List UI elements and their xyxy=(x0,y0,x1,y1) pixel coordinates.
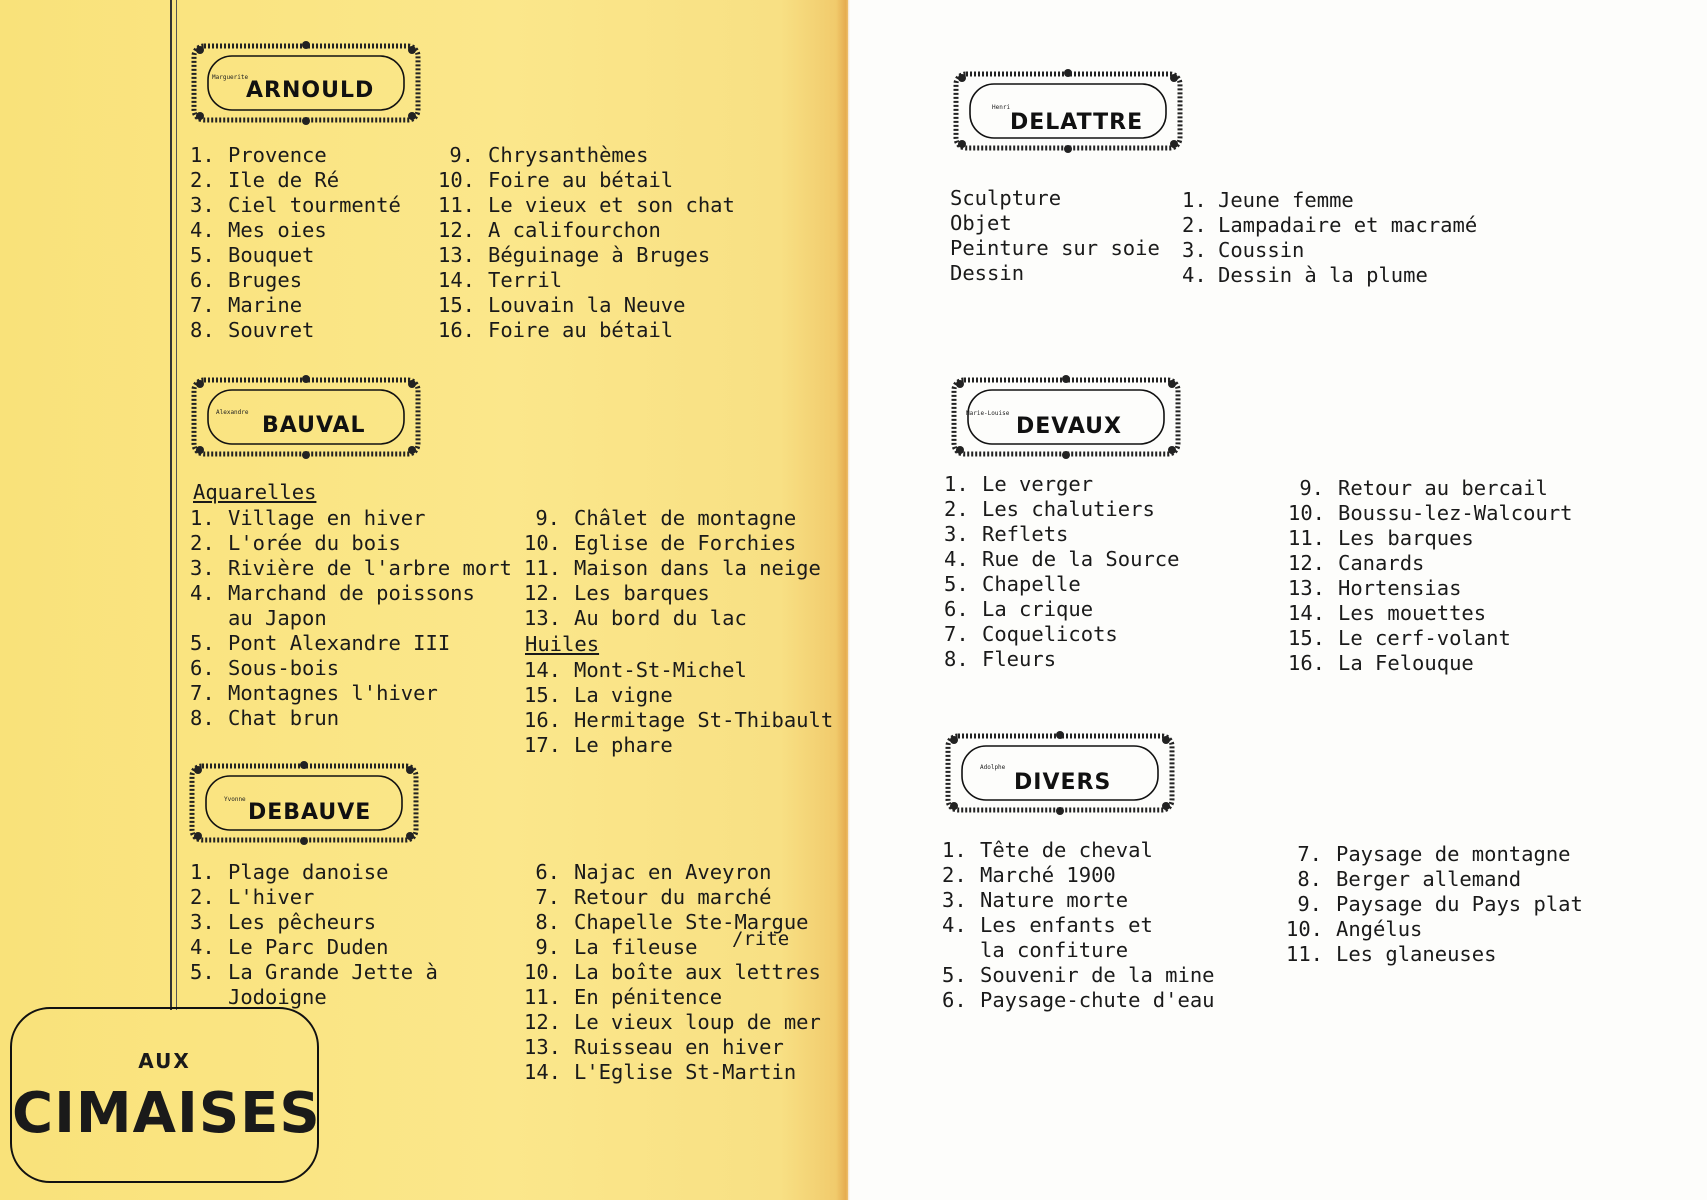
item-title: Chat brun xyxy=(228,706,340,730)
item-title: Ruisseau en hiver xyxy=(574,1035,784,1059)
item-number: 9. xyxy=(1297,892,1322,916)
item-number: 3. xyxy=(942,888,967,912)
list-item xyxy=(190,243,314,268)
artist-first-name: Yvonne xyxy=(224,796,246,803)
item-number: 15. xyxy=(1288,626,1326,650)
item-title: Maison dans la neige xyxy=(574,556,821,580)
item-title: Nature morte xyxy=(980,888,1129,912)
list-item xyxy=(1288,501,1573,526)
list-item xyxy=(524,708,833,733)
item-number: 10. xyxy=(1286,917,1324,941)
nameplate-debauve xyxy=(188,760,420,846)
list-item xyxy=(524,531,796,556)
item-title: Marchand de poissons xyxy=(228,581,475,605)
item-title: La fileuse xyxy=(574,935,698,959)
item-title: L'hiver xyxy=(228,885,315,909)
item-title: Plage danoise xyxy=(228,860,389,884)
item-number: 16. xyxy=(1288,651,1326,675)
item-title: En pénitence xyxy=(574,985,723,1009)
item-number: 7. xyxy=(535,885,560,909)
list-item xyxy=(190,681,438,706)
item-number: 12. xyxy=(438,218,476,242)
item-number: 11. xyxy=(1288,526,1326,550)
list-item xyxy=(190,656,339,681)
category-label: Peinture sur soie xyxy=(950,236,1160,260)
item-number: 12. xyxy=(524,1010,562,1034)
item-title: Les chalutiers xyxy=(982,497,1155,521)
item-number: 13. xyxy=(524,606,562,630)
list-item xyxy=(190,556,512,581)
item-number: 17. xyxy=(524,733,562,757)
list-item xyxy=(524,733,673,758)
list-item xyxy=(1288,551,1424,576)
item-number: 3. xyxy=(190,556,215,580)
nameplate-arnould xyxy=(190,40,422,126)
item-number: 8. xyxy=(190,706,215,730)
list-item xyxy=(438,268,562,293)
item-number: 13. xyxy=(438,243,476,267)
margin-rule-inner xyxy=(176,0,177,1010)
list-item xyxy=(524,581,710,606)
list-item xyxy=(438,143,648,168)
item-title: Souvenir de la mine xyxy=(980,963,1215,987)
list-item xyxy=(944,472,1093,497)
item-title: Chapelle Ste-Margue xyxy=(574,910,809,934)
list-item xyxy=(944,647,1056,672)
item-title: L'Eglise St-Martin xyxy=(574,1060,797,1084)
item-title: Les barques xyxy=(1338,526,1474,550)
item-number: 3. xyxy=(944,522,969,546)
list-item xyxy=(438,243,710,268)
list-item xyxy=(1286,942,1496,967)
item-title: A califourchon xyxy=(488,218,661,242)
item-title: Provence xyxy=(228,143,327,167)
list-item xyxy=(1286,917,1422,942)
list-item xyxy=(190,218,327,243)
category-label: Dessin xyxy=(950,261,1025,285)
list-item xyxy=(942,938,1128,963)
item-title: Les glaneuses xyxy=(1336,942,1497,966)
item-title: Foire au bétail xyxy=(488,168,674,192)
item-number: 6. xyxy=(190,268,215,292)
item-number: 14. xyxy=(1288,601,1326,625)
item-number: 11. xyxy=(1286,942,1324,966)
list-item xyxy=(438,318,673,343)
item-number: 16. xyxy=(438,318,476,342)
item-title: Tête de cheval xyxy=(980,838,1153,862)
artist-surname: DEVAUX xyxy=(1016,414,1122,439)
item-title: La boîte aux lettres xyxy=(574,960,821,984)
banner-title: CIMAISES xyxy=(12,1081,321,1146)
item-number: 7. xyxy=(944,622,969,646)
nameplate-delattre xyxy=(952,68,1184,154)
list-item xyxy=(1286,892,1583,917)
list-item xyxy=(190,193,401,218)
list-item xyxy=(190,885,314,910)
list-item xyxy=(190,581,475,606)
item-title: La vigne xyxy=(574,683,673,707)
item-title: Hermitage St-Thibault xyxy=(574,708,834,732)
item-number: 4. xyxy=(944,547,969,571)
item-number: 1. xyxy=(944,472,969,496)
list-item xyxy=(1288,601,1486,626)
item-number: 8. xyxy=(535,910,560,934)
list-item xyxy=(524,1060,796,1085)
section-aquarelles: Aquarelles xyxy=(193,480,317,504)
item-title: Montagnes l'hiver xyxy=(228,681,438,705)
item-number: 11. xyxy=(438,193,476,217)
list-item xyxy=(190,910,376,935)
item-number: 11. xyxy=(524,985,562,1009)
item-number: 15. xyxy=(438,293,476,317)
list-item xyxy=(944,622,1118,647)
item-title: Eglise de Forchies xyxy=(574,531,797,555)
list-item xyxy=(1182,238,1304,263)
item-number: 9. xyxy=(535,935,560,959)
artist-surname: ARNOULD xyxy=(246,78,375,103)
item-number: 9. xyxy=(1299,476,1324,500)
list-item xyxy=(438,193,735,218)
item-title: Berger allemand xyxy=(1336,867,1522,891)
list-item xyxy=(190,168,339,193)
item-title: La Grande Jette à xyxy=(228,960,438,984)
item-number: 6. xyxy=(535,860,560,884)
nameplate-divers xyxy=(944,730,1176,816)
item-title: Foire au bétail xyxy=(488,318,674,342)
list-item xyxy=(190,506,425,531)
list-item xyxy=(1288,526,1474,551)
item-title: Souvret xyxy=(228,318,315,342)
artist-surname: DEBAUVE xyxy=(248,800,372,825)
item-title: La Felouque xyxy=(1338,651,1474,675)
list-item xyxy=(944,547,1179,572)
list-item xyxy=(524,960,821,985)
item-number: 2. xyxy=(942,863,967,887)
item-title: au Japon xyxy=(228,606,327,630)
item-title: Le vieux loup de mer xyxy=(574,1010,821,1034)
item-title: Béguinage à Bruges xyxy=(488,243,711,267)
item-number: 9. xyxy=(535,506,560,530)
list-item xyxy=(524,606,747,631)
item-number: 8. xyxy=(1297,867,1322,891)
list-item xyxy=(524,658,747,683)
item-title: Najac en Aveyron xyxy=(574,860,772,884)
item-title: Lampadaire et macramé xyxy=(1218,213,1478,237)
item-title: Ile de Ré xyxy=(228,168,340,192)
item-number: 12. xyxy=(1288,551,1326,575)
item-number: 2. xyxy=(190,885,215,909)
item-number: 4. xyxy=(190,581,215,605)
item-number: 4. xyxy=(942,913,967,937)
list-item xyxy=(1182,263,1428,288)
page-fold xyxy=(836,0,850,1200)
banner-small-text: AUX xyxy=(138,1049,191,1073)
item-title: Marine xyxy=(228,293,303,317)
item-number: 7. xyxy=(1297,842,1322,866)
item-number: 2. xyxy=(1182,213,1207,237)
item-title: Chapelle xyxy=(982,572,1081,596)
list-item xyxy=(190,606,327,631)
item-title: la confiture xyxy=(980,938,1129,962)
item-title: Coussin xyxy=(1218,238,1305,262)
item-number: 6. xyxy=(190,656,215,680)
item-title: Les mouettes xyxy=(1338,601,1487,625)
list-item xyxy=(944,522,1068,547)
item-number: 2. xyxy=(190,531,215,555)
item-title: Angélus xyxy=(1336,917,1423,941)
list-item xyxy=(190,706,339,731)
list-item xyxy=(438,293,685,318)
item-number: 4. xyxy=(190,218,215,242)
list-item xyxy=(524,506,796,531)
list-item xyxy=(190,631,450,656)
item-number: 14. xyxy=(438,268,476,292)
item-number: 1. xyxy=(190,506,215,530)
item-title: Chrysanthèmes xyxy=(488,143,649,167)
list-item xyxy=(190,860,388,885)
item-number: 13. xyxy=(1288,576,1326,600)
list-item xyxy=(942,913,1153,938)
artist-first-name: Adolphe xyxy=(980,764,1006,771)
item-title: Au bord du lac xyxy=(574,606,747,630)
item-title: Mont-St-Michel xyxy=(574,658,747,682)
item-number: 3. xyxy=(190,910,215,934)
item-title: Ciel tourmenté xyxy=(228,193,401,217)
list-item xyxy=(190,318,314,343)
item-number: 4. xyxy=(1182,263,1207,287)
item-number: 3. xyxy=(190,193,215,217)
item-title: Reflets xyxy=(982,522,1069,546)
list-item xyxy=(944,497,1155,522)
list-item xyxy=(438,218,661,243)
list-item xyxy=(524,985,722,1010)
item-number: 7. xyxy=(190,681,215,705)
nameplate-devaux xyxy=(950,374,1182,460)
list-item xyxy=(1286,842,1571,867)
item-title: Paysage du Pays plat xyxy=(1336,892,1583,916)
category-label: Sculpture xyxy=(950,186,1062,210)
list-item xyxy=(1182,213,1477,238)
item-number: 6. xyxy=(942,988,967,1012)
item-title: Dessin à la plume xyxy=(1218,263,1428,287)
item-number: 12. xyxy=(524,581,562,605)
item-number: 5. xyxy=(190,243,215,267)
item-title: Bouquet xyxy=(228,243,315,267)
item-number: 7. xyxy=(190,293,215,317)
item-title: Paysage de montagne xyxy=(1336,842,1571,866)
item-title: Canards xyxy=(1338,551,1425,575)
list-item xyxy=(1286,867,1521,892)
list-item xyxy=(190,268,302,293)
item-title: Jodoigne xyxy=(228,985,327,1009)
list-item xyxy=(942,888,1128,913)
item-title: Le phare xyxy=(574,733,673,757)
item-title: Village en hiver xyxy=(228,506,426,530)
item-number: 4. xyxy=(190,935,215,959)
item-title: Terril xyxy=(488,268,563,292)
item-title: Hortensias xyxy=(1338,576,1462,600)
chapelle-suffix: /rite xyxy=(732,928,790,950)
list-item xyxy=(524,556,821,581)
item-title: Marché 1900 xyxy=(980,863,1116,887)
list-item xyxy=(524,683,673,708)
item-title: Le verger xyxy=(982,472,1094,496)
item-title: Jeune femme xyxy=(1218,188,1354,212)
item-title: Les barques xyxy=(574,581,710,605)
item-title: Retour du marché xyxy=(574,885,772,909)
item-title: Sous-bois xyxy=(228,656,340,680)
list-item xyxy=(190,293,302,318)
item-number: 13. xyxy=(524,1035,562,1059)
item-title: Rue de la Source xyxy=(982,547,1180,571)
item-number: 1. xyxy=(190,860,215,884)
item-title: Rivière de l'arbre mort xyxy=(228,556,512,580)
item-number: 2. xyxy=(944,497,969,521)
item-title: La crique xyxy=(982,597,1094,621)
item-number: 5. xyxy=(942,963,967,987)
item-number: 1. xyxy=(1182,188,1207,212)
item-number: 5. xyxy=(944,572,969,596)
item-title: Retour au bercail xyxy=(1338,476,1548,500)
list-item xyxy=(944,597,1093,622)
item-title: Le cerf-volant xyxy=(1338,626,1511,650)
item-number: 16. xyxy=(524,708,562,732)
item-number: 10. xyxy=(438,168,476,192)
item-number: 8. xyxy=(944,647,969,671)
item-title: Les pêcheurs xyxy=(228,910,377,934)
category-label: Objet xyxy=(950,211,1012,235)
list-item xyxy=(190,531,401,556)
item-number: 1. xyxy=(190,143,215,167)
item-number: 6. xyxy=(944,597,969,621)
artist-first-name: Henri xyxy=(992,104,1011,111)
list-item xyxy=(524,860,771,885)
item-title: Mes oies xyxy=(228,218,327,242)
artist-surname: DELATTRE xyxy=(1010,110,1144,135)
item-number: 10. xyxy=(524,531,562,555)
list-item xyxy=(190,143,327,168)
list-item xyxy=(942,963,1215,988)
section-huiles: Huiles xyxy=(525,632,600,656)
item-title: L'orée du bois xyxy=(228,531,401,555)
list-item xyxy=(942,988,1215,1013)
item-number: 9. xyxy=(449,143,474,167)
list-item xyxy=(524,1010,821,1035)
list-item xyxy=(1288,626,1511,651)
item-number: 1. xyxy=(942,838,967,862)
margin-rule xyxy=(170,0,172,1010)
list-item xyxy=(524,935,697,960)
item-title: Louvain la Neuve xyxy=(488,293,686,317)
list-item xyxy=(524,885,771,910)
item-title: Paysage-chute d'eau xyxy=(980,988,1215,1012)
list-item xyxy=(438,168,673,193)
item-number: 10. xyxy=(1288,501,1326,525)
list-item xyxy=(944,572,1081,597)
item-title: Fleurs xyxy=(982,647,1057,671)
item-number: 5. xyxy=(190,960,215,984)
item-number: 14. xyxy=(524,658,562,682)
item-number: 8. xyxy=(190,318,215,342)
item-title: Coquelicots xyxy=(982,622,1118,646)
list-item xyxy=(1288,476,1548,501)
list-item xyxy=(1288,576,1461,601)
list-item xyxy=(942,838,1153,863)
item-number: 10. xyxy=(524,960,562,984)
item-number: 2. xyxy=(190,168,215,192)
item-title: Bruges xyxy=(228,268,303,292)
item-number: 3. xyxy=(1182,238,1207,262)
item-number: 5. xyxy=(190,631,215,655)
artist-first-name: Alexandre xyxy=(216,409,249,416)
artist-first-name: Marie-Louise xyxy=(966,410,1010,417)
list-item xyxy=(1182,188,1354,213)
list-item xyxy=(190,935,388,960)
item-title: Le vieux et son chat xyxy=(488,193,735,217)
item-title: Les enfants et xyxy=(980,913,1153,937)
list-item xyxy=(942,863,1116,888)
artist-surname: DIVERS xyxy=(1014,770,1112,795)
item-number: 15. xyxy=(524,683,562,707)
item-title: Boussu-lez-Walcourt xyxy=(1338,501,1573,525)
list-item xyxy=(1288,651,1474,676)
artist-surname: BAUVAL xyxy=(262,413,366,438)
item-number: 14. xyxy=(524,1060,562,1084)
item-title: Pont Alexandre III xyxy=(228,631,451,655)
artist-first-name: Marguerite xyxy=(212,74,249,81)
item-title: Châlet de montagne xyxy=(574,506,797,530)
nameplate-bauval xyxy=(190,374,422,460)
item-number: 11. xyxy=(524,556,562,580)
list-item xyxy=(524,1035,784,1060)
item-title: Le Parc Duden xyxy=(228,935,389,959)
list-item xyxy=(190,960,438,985)
aux-cimaises-banner xyxy=(10,1007,319,1183)
